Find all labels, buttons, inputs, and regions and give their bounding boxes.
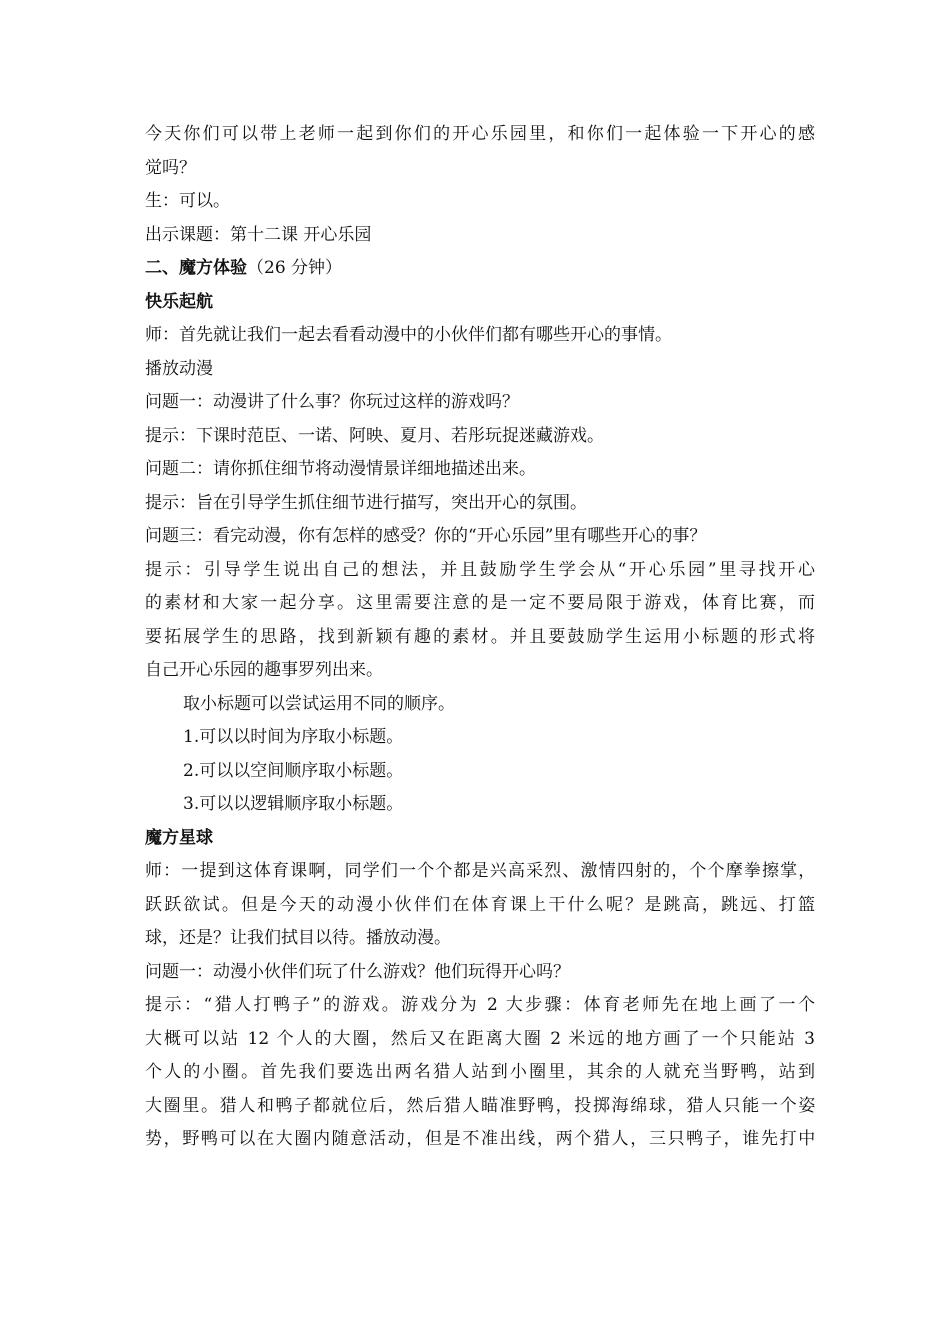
paragraph-line: 球，还是？让我们拭目以待。播放动漫。	[145, 928, 451, 948]
paragraph-line: 师：首先就让我们一起去看看动漫中的小伙伴们都有哪些开心的事情。	[145, 325, 672, 345]
student-answer: 生：可以。	[145, 191, 230, 211]
hint-line: 提示：“猎人打鸭子”的游戏。游戏分为 2 大步骤：体育老师先在地上画了一个	[145, 995, 815, 1015]
question-line: 问题二：请你抓住细节将动漫情景详细地描述出来。	[145, 459, 536, 479]
paragraph-line: 大概可以站 12 个人的大圈，然后又在距离大圈 2 米远的地方画了一个只能站 3	[145, 1028, 815, 1049]
paragraph-line: 取小标题可以尝试运用不同的顺序。	[183, 693, 455, 714]
paragraph-line: 势，野鸭可以在大圈内随意活动，但是不准出线，两个猎人，三只鸭子，谁先打中	[145, 1129, 815, 1149]
paragraph-line: 的素材和大家一起分享。这里需要注意的是一定不要局限于游戏，体育比赛，而	[145, 593, 815, 613]
paragraph-line: 大圈里。猎人和鸭子都就位后，然后猎人瞄准野鸭，投掷海绵球，猎人只能一个姿	[145, 1095, 815, 1116]
paragraph-line: 今天你们可以带上老师一起到你们的开心乐园里，和你们一起体验一下开心的感	[145, 124, 815, 144]
question-line: 问题一：动漫小伙伴们玩了什么游戏？他们玩得开心吗？	[145, 961, 570, 982]
section-heading-title: 二、魔方体验	[145, 258, 247, 278]
section-heading	[145, 252, 815, 286]
hint-line: 提示：引导学生说出自己的想法，并且鼓励学生学会从“开心乐园”里寻找开心	[145, 559, 815, 580]
subsection-heading-kuaile: 快乐起航	[145, 291, 213, 312]
hint-line: 提示：下课时范臣、一诺、阿映、夏月、若彤玩捉迷藏游戏。	[145, 425, 604, 446]
paragraph-line: 个人的小圈。首先我们要选出两名猎人站到小圈里，其余的人就充当野鸭，站到	[145, 1062, 815, 1082]
list-item: 2.可以以空间顺序取小标题。	[183, 760, 404, 781]
subsection-heading-mofang: 魔方星球	[145, 827, 213, 848]
paragraph-line: 播放动漫	[145, 358, 213, 379]
hint-line: 提示：旨在引导学生抓住细节进行描写，突出开心的氛围。	[145, 492, 587, 513]
section-heading-duration: （26 分钟）	[247, 258, 343, 278]
question-line: 问题三：看完动漫，你有怎样的感受？你的“开心乐园”里有哪些开心的事？	[145, 526, 707, 546]
list-item: 1.可以以时间为序取小标题。	[183, 727, 404, 747]
paragraph-line: 跃跃欲试。但是今天的动漫小伙伴们在体育课上干什么呢？是跳高，跳远、打篮	[145, 894, 815, 915]
document-page	[145, 118, 815, 1157]
question-line: 问题一：动漫讲了什么事？你玩过这样的游戏吗？	[145, 392, 519, 412]
list-item: 3.可以以逻辑顺序取小标题。	[183, 794, 404, 814]
paragraph-line: 自己开心乐园的趣事罗列出来。	[145, 660, 383, 680]
lesson-title-line: 出示课题：第十二课 开心乐园	[145, 224, 372, 245]
paragraph-line: 觉吗？	[145, 157, 196, 178]
paragraph-line: 师：一提到这体育课啊，同学们一个个都是兴高采烈、激情四射的，个个摩拳擦掌，	[145, 861, 815, 881]
paragraph-line: 要拓展学生的思路，找到新颖有趣的素材。并且要鼓励学生运用小标题的形式将	[145, 626, 815, 647]
